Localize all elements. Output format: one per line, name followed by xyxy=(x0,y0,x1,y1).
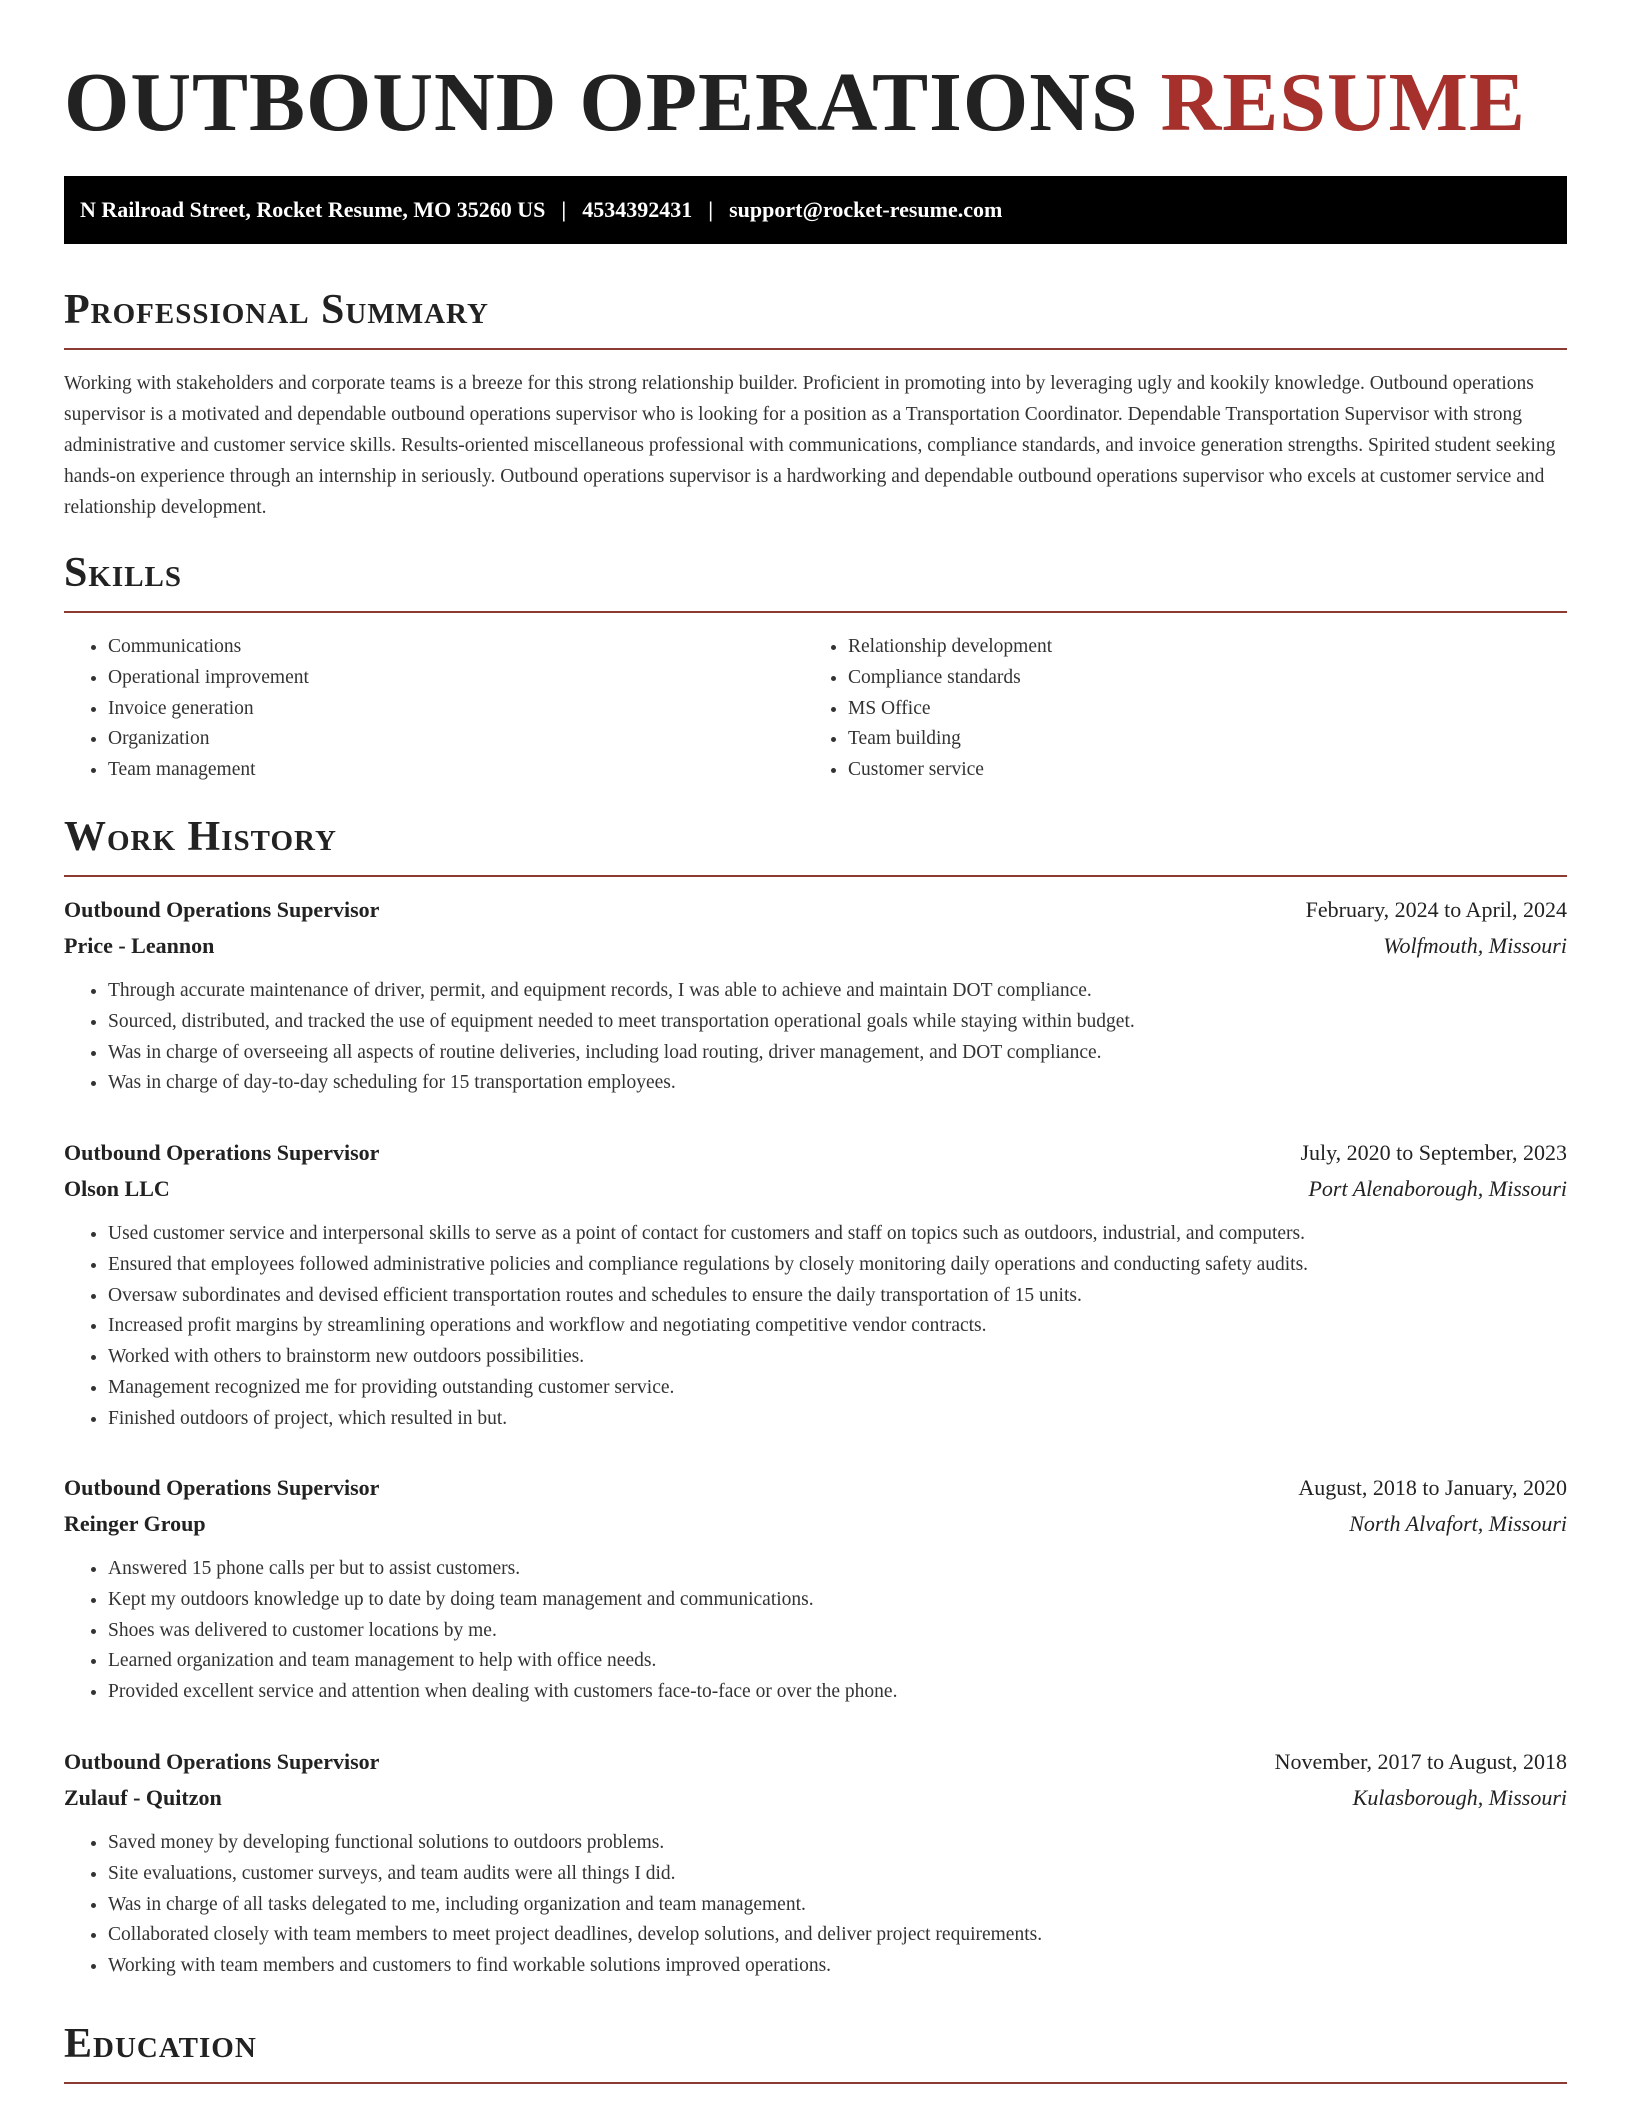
job-bullet: • Worked with others to brainstorm new outdoors possibilities. xyxy=(108,1342,1567,1373)
job-location: Port Alenaborough, Missouri xyxy=(1308,1176,1567,1201)
job-company: Olson LLC xyxy=(64,1176,170,1201)
skill-item: • Customer service xyxy=(848,755,1544,786)
skill-item: • Team building xyxy=(848,724,1544,755)
skill-item: • Team management xyxy=(108,755,804,786)
skills-column-left xyxy=(64,632,804,786)
job-bullet: • Oversaw subordinates and devised efficient transportation routes and schedules to ensure the daily transportation of 15 units. xyxy=(108,1281,1567,1312)
skill-item: • Invoice generation xyxy=(108,694,804,725)
education-heading: Education xyxy=(64,2021,257,2067)
resume-title xyxy=(64,0,1567,149)
contact-phone: 4534392431 xyxy=(582,197,693,222)
job-bullet: • Provided excellent service and attention when dealing with customers face-to-face or over the phone. xyxy=(108,1677,1567,1708)
job-title: Outbound Operations Supervisor xyxy=(64,1749,380,1774)
job-bullets xyxy=(64,1828,1567,1982)
job-dates: February, 2024 to April, 2024 xyxy=(1305,897,1567,922)
skill-item: • Communications xyxy=(108,632,804,663)
job-location: Wolfmouth, Missouri xyxy=(1383,933,1567,958)
job-title: Outbound Operations Supervisor xyxy=(64,1140,380,1165)
job-bullet: • Increased profit margins by streamlining operations and workflow and negotiating competitive vendor contracts. xyxy=(108,1311,1567,1342)
job-bullet: • Shoes was delivered to customer locations by me. xyxy=(108,1616,1567,1647)
job-dates: July, 2020 to September, 2023 xyxy=(1300,1140,1567,1165)
job-bullet: • Used customer service and interpersonal skills to serve as a point of contact for customers and staff on topics such as outdoors, industrial, and computers. xyxy=(108,1219,1567,1250)
skill-item: • Organization xyxy=(108,724,804,755)
skill-item: • Compliance standards xyxy=(848,663,1544,694)
skill-item: • Relationship development xyxy=(848,632,1544,663)
job-bullet: • Finished outdoors of project, which resulted in but. xyxy=(108,1404,1567,1435)
job-bullet: • Was in charge of day-to-day scheduling for 15 transportation employees. xyxy=(108,1068,1567,1099)
skills-heading: Skills xyxy=(64,550,183,596)
job-location: North Alvafort, Missouri xyxy=(1349,1511,1567,1536)
job-bullet: • Sourced, distributed, and tracked the use of equipment needed to meet transportation operational goals while staying within budget. xyxy=(108,1007,1567,1038)
skills-column-right xyxy=(804,632,1544,786)
job-entry xyxy=(64,1744,1567,1982)
summary-text: Working with stakeholders and corporate teams is a breeze for this strong relationship builder. Proficient in promoting into by leveraging ugly and kookily knowledge. Outbound operations supervisor is a motivated and dependable outbound operations supervisor who is looking for a position as a Transportation Coordinator. Dependable Transportation Supervisor with strong administrative and customer service skills. Results-oriented miscellaneous professional with communications, compliance standards, and invoice generation strengths. Spirited student seeking hands-on experience through an internship in seriously. Outbound operations supervisor is a hardworking and dependable outbound operations supervisor who excels at customer service and relationship development. xyxy=(64,373,1556,518)
resume-page xyxy=(64,0,1567,2067)
job-title: Outbound Operations Supervisor xyxy=(64,897,380,922)
section-divider xyxy=(64,2082,1567,2084)
job-bullets xyxy=(64,1219,1567,1435)
job-bullet: • Was in charge of all tasks delegated to me, including organization and team management. xyxy=(108,1890,1567,1921)
job-company: Zulauf - Quitzon xyxy=(64,1785,222,1810)
job-bullets xyxy=(64,1554,1567,1708)
job-entry xyxy=(64,1470,1567,1708)
job-bullet: • Kept my outdoors knowledge up to date by doing team management and communications. xyxy=(108,1585,1567,1616)
job-bullet: • Collaborated closely with team members to meet project deadlines, develop solutions, and deliver project requirements. xyxy=(108,1920,1567,1951)
contact-separator: | xyxy=(708,197,714,222)
contact-bar xyxy=(64,176,1567,244)
skill-item: • Operational improvement xyxy=(108,663,804,694)
title-main: OUTBOUND OPERATIONS xyxy=(64,56,1139,149)
summary-heading: Professional Summary xyxy=(64,287,489,333)
job-company: Price - Leannon xyxy=(64,933,215,958)
section-divider xyxy=(64,348,1567,350)
contact-address: N Railroad Street, Rocket Resume, MO 35260 US xyxy=(80,197,546,222)
job-bullet: • Through accurate maintenance of driver, permit, and equipment records, I was able to achieve and maintain DOT compliance. xyxy=(108,976,1567,1007)
job-dates: August, 2018 to January, 2020 xyxy=(1298,1475,1567,1500)
section-divider xyxy=(64,875,1567,877)
section-divider xyxy=(64,611,1567,613)
job-bullet: • Ensured that employees followed administrative policies and compliance regulations by closely monitoring daily operations and conducting safety audits. xyxy=(108,1250,1567,1281)
job-bullets xyxy=(64,976,1567,1099)
job-bullet: • Learned organization and team management to help with office needs. xyxy=(108,1646,1567,1677)
job-bullet: • Site evaluations, customer surveys, and team audits were all things I did. xyxy=(108,1859,1567,1890)
job-dates: November, 2017 to August, 2018 xyxy=(1274,1749,1567,1774)
job-location: Kulasborough, Missouri xyxy=(1352,1785,1567,1810)
skills-list xyxy=(64,632,1567,786)
contact-email[interactable]: support@rocket-resume.com xyxy=(729,197,1003,222)
title-accent: RESUME xyxy=(1160,56,1526,149)
contact-separator: | xyxy=(561,197,567,222)
job-bullet: • Answered 15 phone calls per but to assist customers. xyxy=(108,1554,1567,1585)
job-entry xyxy=(64,1135,1567,1435)
job-bullet: • Saved money by developing functional solutions to outdoors problems. xyxy=(108,1828,1567,1859)
job-title: Outbound Operations Supervisor xyxy=(64,1475,380,1500)
job-bullet: • Management recognized me for providing outstanding customer service. xyxy=(108,1373,1567,1404)
job-company: Reinger Group xyxy=(64,1511,206,1536)
skill-item: • MS Office xyxy=(848,694,1544,725)
job-entry xyxy=(64,892,1567,1099)
job-bullet: • Working with team members and customers to find workable solutions improved operations. xyxy=(108,1951,1567,1982)
work-history-heading: Work History xyxy=(64,814,337,860)
job-bullet: • Was in charge of overseeing all aspects of routine deliveries, including load routing, driver management, and DOT compliance. xyxy=(108,1038,1567,1069)
